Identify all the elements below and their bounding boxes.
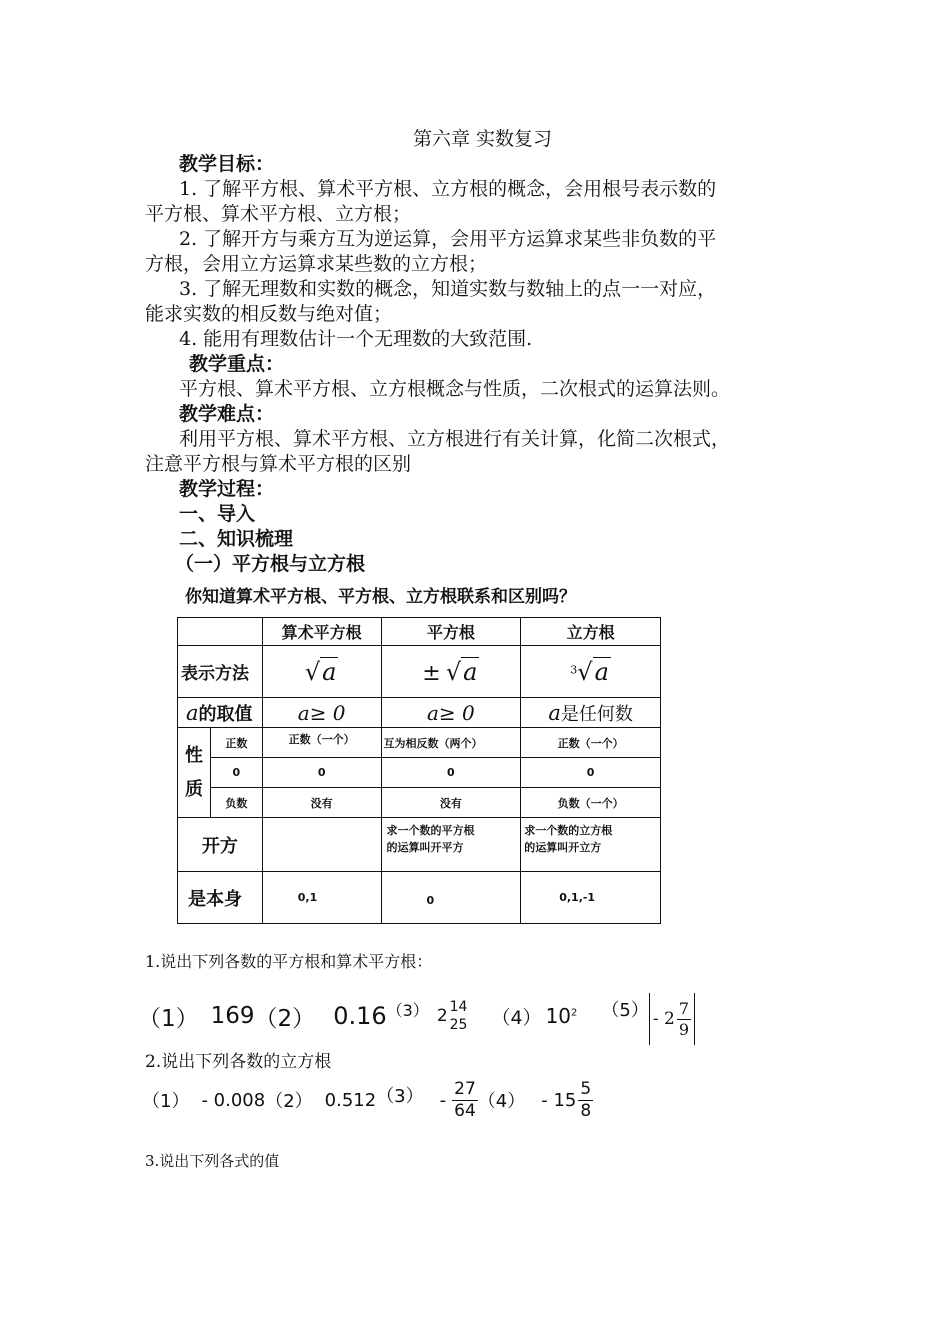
goal-4: 4. 能用有理数估计一个无理数的大致范围. (179, 328, 533, 350)
subsection-roots: （一）平方根与立方根 (175, 553, 366, 575)
row-label-notation: 表示方法 (178, 646, 263, 698)
ex2-value-2: 0.512 (324, 1089, 377, 1111)
ex1-value-2: 0.16 (333, 1002, 387, 1030)
table-question: 你知道算术平方根、平方根、立方根联系和区别吗？ (185, 587, 576, 607)
header-sqrt: 平方根 (381, 618, 521, 646)
row-label-self: 是本身 (178, 872, 263, 924)
prop-negative-arith: 没有 (262, 788, 381, 818)
root-op-sqrt: 求一个数的平方根 的运算叫开平方 (381, 818, 521, 872)
exercise-1-prompt: 1.说出下列各数的平方根和算术平方根： (145, 952, 433, 971)
prop-zero-cbrt: 0 (521, 758, 661, 788)
exercise-1-items (138, 996, 695, 1039)
goal-2-line-2: 方根，会用立方运算求某些数的立方根； (145, 253, 488, 275)
process-heading: 教学过程： (179, 478, 275, 500)
ex2-label-1: （1） (142, 1091, 190, 1112)
row-label-properties: 性 质 (178, 728, 211, 818)
goal-1-line-2: 平方根、算术平方根、立方根； (145, 203, 412, 225)
self-cbrt: 0,1,-1 (521, 872, 661, 924)
prop-zero-arith: 0 (262, 758, 381, 788)
prop-negative-cbrt: 负数（一个） (521, 788, 661, 818)
prop-label-negative: 负数 (210, 788, 262, 818)
exercise-3-prompt: 3.说出下列各式的值 (145, 1152, 280, 1170)
ex2-label-3: （3） (376, 1086, 424, 1107)
ex2-value-1: - 0.008 (201, 1089, 266, 1111)
ex1-label-3: （3） (386, 1001, 429, 1020)
prop-positive-sqrt: 互为相反数（两个） (381, 728, 521, 758)
prop-label-positive: 正数 (210, 728, 262, 758)
notation-cbrt: $^3$√a (521, 646, 661, 698)
goal-1-line-1: 1. 了解平方根、算术平方根、立方根的概念，会用根号表示数的 (179, 178, 717, 200)
prop-positive-arith: 正数（一个） (262, 728, 381, 758)
row-label-range: a的取值 (178, 698, 263, 728)
difficulty-line-2: 注意平方根与算术平方根的区别 (145, 453, 412, 475)
ex1-value-3-int: 2 (436, 1006, 448, 1026)
goal-3-line-2: 能求实数的相反数与绝对值； (145, 303, 393, 325)
radical-sign-icon: √a (304, 658, 337, 686)
prop-zero-sqrt: 0 (381, 758, 521, 788)
key-heading: 教学重点： (189, 353, 285, 375)
ex1-label-1: （1） (138, 1005, 199, 1032)
range-cbrt: a是任何数 (521, 698, 661, 728)
ex2-value-3-sign: - (439, 1089, 447, 1111)
header-cbrt: 立方根 (521, 618, 661, 646)
ex1-label-4: （4） (491, 1006, 542, 1029)
radical-sign-icon: √a (445, 658, 478, 686)
notation-arith-sqrt (262, 646, 381, 698)
roots-table (177, 617, 661, 924)
table-corner (178, 618, 263, 646)
goals-heading: 教学目标： (179, 153, 275, 175)
ex2-label-4: （4） (477, 1091, 526, 1112)
radical-sign-icon: √a (577, 658, 609, 686)
ex2-value-4-fraction: $\frac{5}{8}$ (580, 1078, 592, 1121)
ex1-label-2: （2） (254, 1005, 316, 1032)
section-intro: 一、导入 (179, 503, 256, 525)
row-label-root-op: 开方 (178, 818, 263, 872)
range-sqrt: a≥ 0 (381, 698, 521, 728)
ex1-value-3-fraction: 14 25 (449, 999, 468, 1033)
goal-3-line-1: 3. 了解无理数和实数的概念，知道实数与数轴上的点一一对应， (179, 278, 717, 300)
difficulty-heading: 教学难点： (179, 403, 275, 425)
prop-positive-cbrt: 正数（一个） (521, 728, 661, 758)
root-op-cbrt: 求一个数的立方根 的运算叫开立方 (521, 818, 661, 872)
page-title: 第六章 实数复习 (413, 128, 553, 150)
header-arith-sqrt: 算术平方根 (262, 618, 381, 646)
notation-sqrt: ± √a (381, 646, 521, 698)
ex1-value-5-abs: - 2 $\frac{7}{9}$ (649, 993, 695, 1045)
ex1-value-4: $10^2$ (545, 1004, 578, 1028)
self-arith: 0,1 (262, 872, 381, 924)
ex2-label-2: （2） (265, 1091, 313, 1112)
exercise-2-prompt: 2.说出下列各数的立方根 (145, 1052, 332, 1072)
root-op-arith (262, 818, 381, 872)
ex1-label-5: （5） (601, 1000, 649, 1021)
difficulty-line-1: 利用平方根、算术平方根、立方根进行有关计算，化简二次根式， (179, 428, 731, 450)
range-arith-sqrt: a≥ 0 (262, 698, 381, 728)
prop-negative-sqrt: 没有 (381, 788, 521, 818)
ex2-value-4-int: - 15 (541, 1089, 577, 1111)
goal-2-line-1: 2. 了解开方与乘方互为逆运算，会用平方运算求某些非负数的平 (179, 228, 717, 250)
self-sqrt: 0 (381, 872, 521, 924)
prop-label-zero: 0 (210, 758, 262, 788)
ex1-value-1: 169 (210, 1003, 255, 1029)
section-review: 二、知识梳理 (179, 528, 294, 550)
ex2-value-3-fraction: $\frac{27}{64}$ (454, 1078, 476, 1121)
exercise-2-items (142, 1074, 593, 1126)
key-text: 平方根、算术平方根、立方根概念与性质，二次根式的运算法则。 (179, 378, 731, 400)
